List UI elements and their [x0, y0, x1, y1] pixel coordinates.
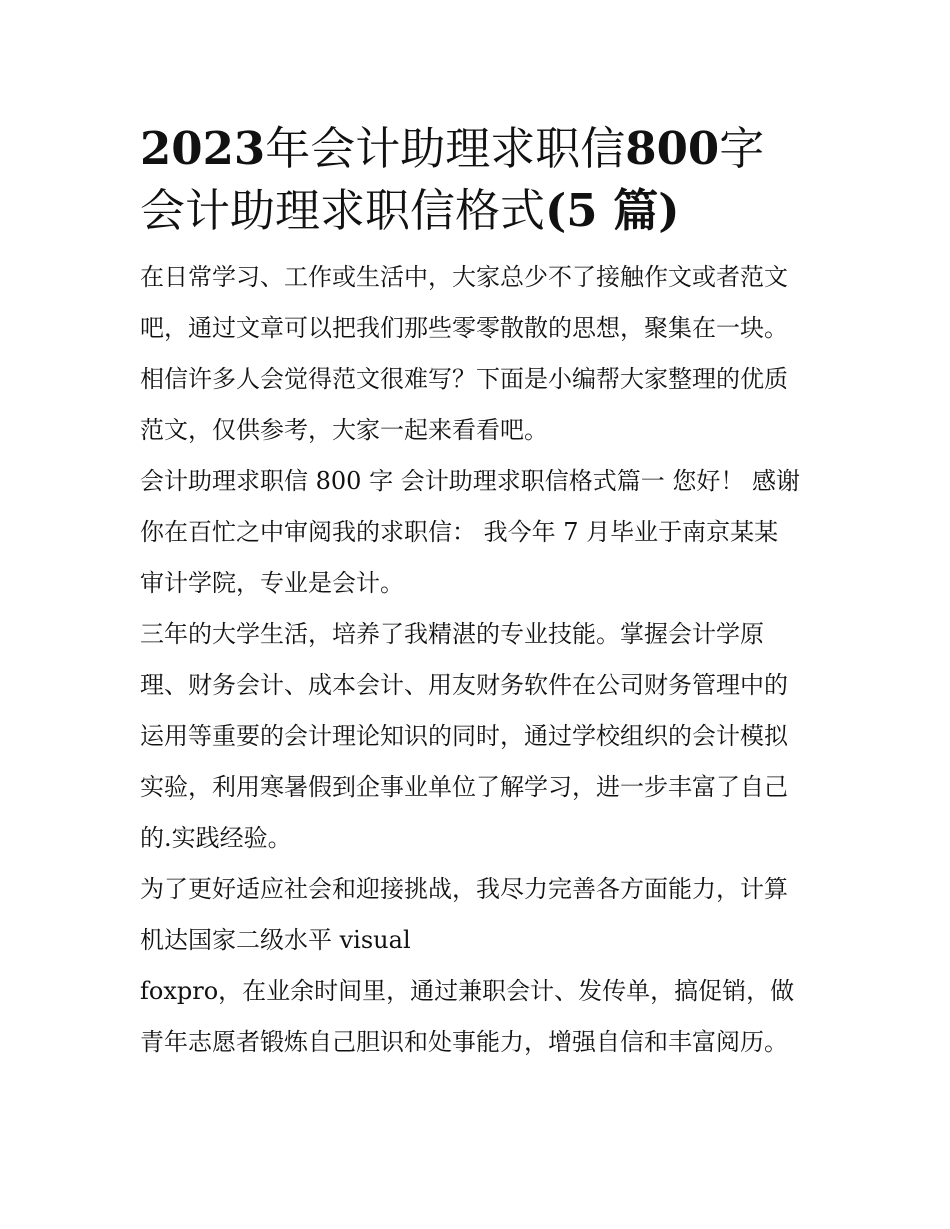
- paragraph-activities: [140, 966, 820, 1068]
- text-line: 你在百忙之中审阅我的求职信： 我今年 7 月毕业于南京某某: [140, 518, 779, 546]
- document-title: [140, 118, 820, 242]
- text-line: 相信许多人会觉得范文很难写？下面是小编帮大家整理的优质: [140, 365, 788, 393]
- document-body: [140, 118, 820, 1068]
- text-line: 吧，通过文章可以把我们那些零零散散的思想，聚集在一块。: [140, 314, 788, 342]
- text-line: 为了更好适应社会和迎接挑战，我尽力完善各方面能力，计算: [140, 875, 788, 903]
- text-line: 运用等重要的会计理论知识的同时，通过学校组织的会计模拟: [140, 722, 788, 750]
- text-line: 的.实践经验。: [140, 824, 292, 852]
- title-line-2: 会计助理求职信格式(5 篇): [140, 184, 680, 237]
- text-line: 审计学院，专业是会计。: [140, 569, 404, 597]
- text-line: foxpro，在业余时间里，通过兼职会计、发传单，搞促销，做: [140, 977, 795, 1005]
- paragraph-intro: [140, 252, 820, 456]
- text-line: 范文，仅供参考，大家一起来看看吧。: [140, 416, 548, 444]
- title-line-1: 2023年会计助理求职信800字: [140, 122, 765, 175]
- text-line: 三年的大学生活，培养了我精湛的专业技能。掌握会计学原: [140, 620, 764, 648]
- text-line: 理、财务会计、成本会计、用友财务软件在公司财务管理中的: [140, 671, 788, 699]
- text-line: 会计助理求职信 800 字 会计助理求职信格式篇一 您好！ 感谢: [140, 467, 800, 495]
- text-line: 在日常学习、工作或生活中，大家总少不了接触作文或者范文: [140, 263, 788, 291]
- text-line: 机达国家二级水平 visual: [140, 926, 411, 954]
- text-line: 实验，利用寒暑假到企事业单位了解学习，进一步丰富了自己: [140, 773, 788, 801]
- paragraph-greeting: [140, 456, 820, 609]
- text-line: 青年志愿者锻炼自己胆识和处事能力，增强自信和丰富阅历。: [140, 1028, 788, 1056]
- paragraph-skills: [140, 864, 820, 966]
- paragraph-education: [140, 609, 820, 864]
